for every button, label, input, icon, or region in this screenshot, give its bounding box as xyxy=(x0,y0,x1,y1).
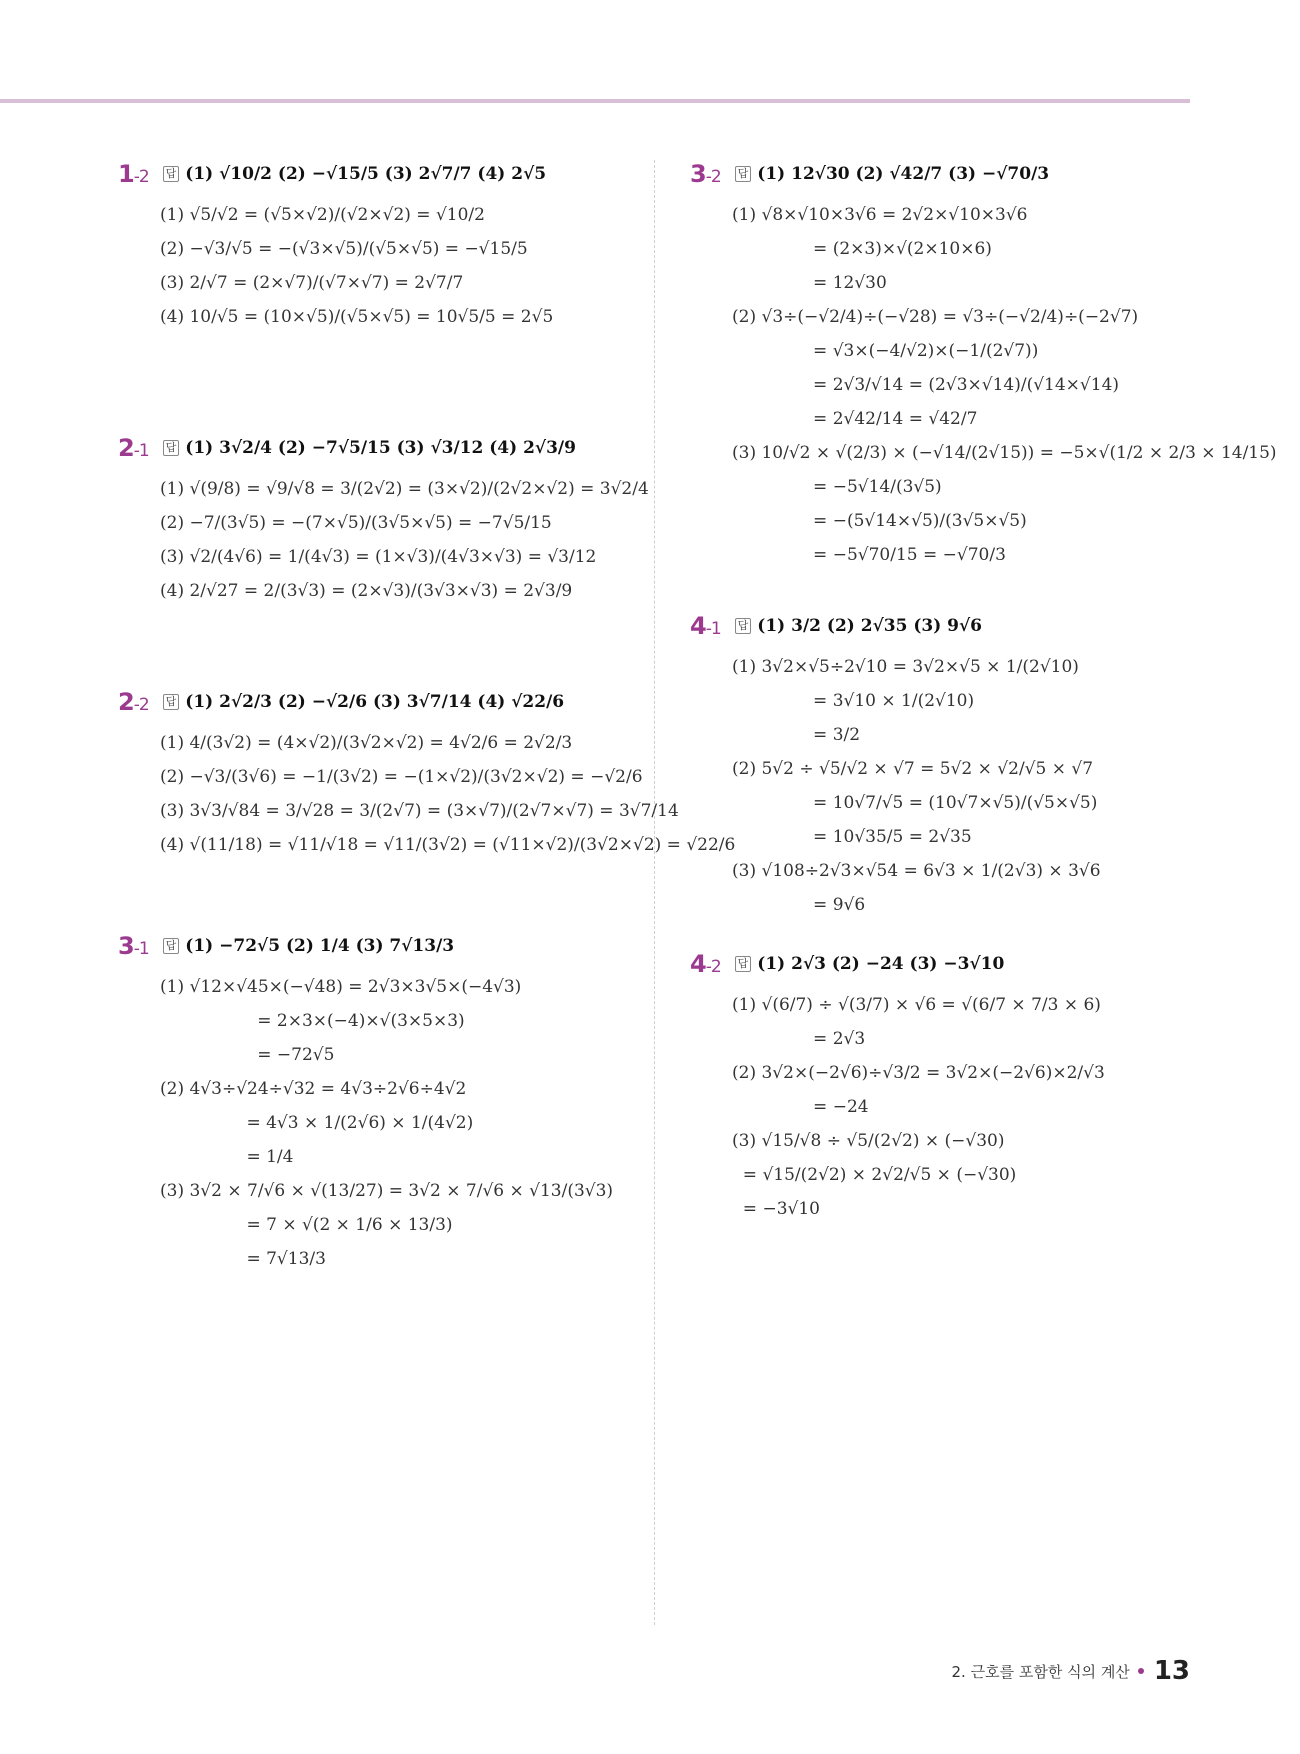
solution-line: = √15/(2√2) × 2√2/√5 × (−√30) xyxy=(732,1165,1017,1185)
solution-line: = −5√14/(3√5) xyxy=(732,477,942,497)
solution-line: = 10√35/5 = 2√35 xyxy=(732,827,972,847)
solution-line: (3) 3√2 × 7/√6 × √(13/27) = 3√2 × 7/√6 × √13/(3√3) xyxy=(160,1181,614,1201)
problem-header xyxy=(118,688,658,716)
answer-badge: 답 xyxy=(163,938,180,954)
solution-line: = 9√6 xyxy=(732,895,866,915)
answer-summary: (1) −72√5 (2) 1/4 (3) 7√13/3 xyxy=(185,936,455,956)
problem-number-main: 1 xyxy=(118,160,134,188)
top-divider-line xyxy=(0,99,1190,103)
solution-line: (2) −√3/(3√6) = −1/(3√2) = −(1×√2)/(3√2×√2) = −√2/6 xyxy=(160,767,643,787)
problem-number xyxy=(690,950,721,978)
solution-line: = (2×3)×√(2×10×6) xyxy=(732,239,992,259)
solution-steps xyxy=(690,988,1230,1226)
problem-number-main: 2 xyxy=(118,434,134,462)
solution-line: (1) √(6/7) ÷ √(3/7) × √6 = √(6/7 × 7/3 × 6) xyxy=(732,995,1101,1015)
solution-line: = 2√3 xyxy=(732,1029,866,1049)
solution-line: (2) −√3/√5 = −(√3×√5)/(√5×√5) = −√15/5 xyxy=(160,239,528,259)
solution-line: = √3×(−4/√2)×(−1/(2√7)) xyxy=(732,341,1039,361)
problem-number-sub: -1 xyxy=(133,939,149,959)
answer-summary: (1) 3√2/4 (2) −7√5/15 (3) √3/12 (4) 2√3/9 xyxy=(185,438,576,458)
problem-block xyxy=(690,160,1277,572)
solution-line: (1) √(9/8) = √9/√8 = 3/(2√2) = (3×√2)/(2√2×√2) = 3√2/4 xyxy=(160,479,649,499)
solution-line: = −3√10 xyxy=(732,1199,820,1219)
problem-block xyxy=(118,688,736,862)
left-column xyxy=(118,160,736,1276)
problem-block xyxy=(118,434,658,608)
answer-badge: 답 xyxy=(735,618,752,634)
answer-summary: (1) 2√2/3 (2) −√2/6 (3) 3√7/14 (4) √22/6 xyxy=(185,692,565,712)
solution-steps xyxy=(118,472,658,608)
problem-header xyxy=(118,932,658,960)
problem-number-main: 2 xyxy=(118,688,134,716)
solution-line: = 10√7/√5 = (10√7×√5)/(√5×√5) xyxy=(732,793,1098,813)
problem-block xyxy=(118,160,658,334)
solution-line: = −72√5 xyxy=(160,1045,335,1065)
solution-steps xyxy=(690,650,1230,922)
solution-line: = 3√10 × 1/(2√10) xyxy=(732,691,975,711)
solution-line: (3) √15/√8 ÷ √5/(2√2) × (−√30) xyxy=(732,1131,1005,1151)
problem-number-main: 4 xyxy=(690,950,706,978)
answer-badge: 답 xyxy=(735,166,752,182)
solution-line: (3) 10/√2 × √(2/3) × (−√14/(2√15)) = −5×√(1/2 × 2/3 × 14/15) xyxy=(732,443,1277,463)
solution-line: (3) √108÷2√3×√54 = 6√3 × 1/(2√3) × 3√6 xyxy=(732,861,1101,881)
solution-line: = −5√70/15 = −√70/3 xyxy=(732,545,1006,565)
answer-badge: 답 xyxy=(735,956,752,972)
answer-badge: 답 xyxy=(163,694,180,710)
problem-block xyxy=(690,950,1230,1226)
answer-summary: (1) 3/2 (2) 2√35 (3) 9√6 xyxy=(757,616,982,636)
solution-line: = 2√3/√14 = (2√3×√14)/(√14×√14) xyxy=(732,375,1120,395)
solution-steps xyxy=(118,726,736,862)
solution-line: (4) √(11/18) = √11/√18 = √11/(3√2) = (√11×√2)/(3√2×√2) = √22/6 xyxy=(160,835,736,855)
solution-line: = 1/4 xyxy=(160,1147,294,1167)
problem-number-sub: -2 xyxy=(705,957,721,977)
solution-line: (4) 10/√5 = (10×√5)/(√5×√5) = 10√5/5 = 2√5 xyxy=(160,307,554,327)
problem-number-sub: -2 xyxy=(133,167,149,187)
problem-header xyxy=(690,950,1230,978)
bullet-dot xyxy=(1138,1668,1144,1674)
solution-line: (1) √5/√2 = (√5×√2)/(√2×√2) = √10/2 xyxy=(160,205,485,225)
solution-line: (2) 3√2×(−2√6)÷√3/2 = 3√2×(−2√6)×2/√3 xyxy=(732,1063,1105,1083)
problem-number-sub: -2 xyxy=(705,167,721,187)
solution-line: = 3/2 xyxy=(732,725,861,745)
solution-line: (1) 4/(3√2) = (4×√2)/(3√2×√2) = 4√2/6 = 2√2/3 xyxy=(160,733,573,753)
solution-steps xyxy=(690,198,1277,572)
right-column xyxy=(690,160,1277,1226)
solution-steps xyxy=(118,970,658,1276)
answer-summary: (1) 2√3 (2) −24 (3) −3√10 xyxy=(757,954,1005,974)
solution-line: (1) 3√2×√5÷2√10 = 3√2×√5 × 1/(2√10) xyxy=(732,657,1079,677)
problem-number-main: 3 xyxy=(118,932,134,960)
solution-line: (3) 3√3/√84 = 3/√28 = 3/(2√7) = (3×√7)/(2√7×√7) = 3√7/14 xyxy=(160,801,679,821)
problem-number-sub: -1 xyxy=(133,441,149,461)
solution-line: = 2×3×(−4)×√(3×5×3) xyxy=(160,1011,465,1031)
solution-line: = 12√30 xyxy=(732,273,887,293)
problem-number-sub: -2 xyxy=(133,695,149,715)
solution-line: (1) √12×√45×(−√48) = 2√3×3√5×(−4√3) xyxy=(160,977,522,997)
answer-badge: 답 xyxy=(163,166,180,182)
problem-number xyxy=(690,612,721,640)
solution-line: (2) 5√2 ÷ √5/√2 × √7 = 5√2 × √2/√5 × √7 xyxy=(732,759,1094,779)
solution-line: = 7 × √(2 × 1/6 × 13/3) xyxy=(160,1215,453,1235)
problem-number-sub: -1 xyxy=(705,619,721,639)
problem-number xyxy=(118,160,149,188)
solution-line: (2) −7/(3√5) = −(7×√5)/(3√5×√5) = −7√5/15 xyxy=(160,513,552,533)
problem-number-main: 3 xyxy=(690,160,706,188)
answer-badge: 답 xyxy=(163,440,180,456)
solution-line: = 7√13/3 xyxy=(160,1249,326,1269)
problem-number-main: 4 xyxy=(690,612,706,640)
solution-line: = 2√42/14 = √42/7 xyxy=(732,409,978,429)
problem-block xyxy=(118,932,658,1276)
solution-line: (2) √3÷(−√2/4)÷(−√28) = √3÷(−√2/4)÷(−2√7) xyxy=(732,307,1139,327)
solution-line: (3) √2/(4√6) = 1/(4√3) = (1×√3)/(4√3×√3) = √3/12 xyxy=(160,547,597,567)
problem-block xyxy=(690,612,1230,922)
solution-line: (4) 2/√27 = 2/(3√3) = (2×√3)/(3√3×√3) = 2√3/9 xyxy=(160,581,573,601)
problem-number xyxy=(118,434,149,462)
solution-line: = −(5√14×√5)/(3√5×√5) xyxy=(732,511,1027,531)
problem-header xyxy=(118,434,658,462)
solution-line: = −24 xyxy=(732,1097,869,1117)
page-footer xyxy=(952,1656,1190,1686)
solution-steps xyxy=(118,198,658,334)
solution-line: (1) √8×√10×3√6 = 2√2×√10×3√6 xyxy=(732,205,1028,225)
answer-summary: (1) 12√30 (2) √42/7 (3) −√70/3 xyxy=(757,164,1050,184)
problem-header xyxy=(690,160,1230,188)
chapter-title: 2. 근호를 포함한 식의 계산 xyxy=(951,1662,1130,1681)
solution-line: (2) 4√3÷√24÷√32 = 4√3÷2√6÷4√2 xyxy=(160,1079,467,1099)
problem-number xyxy=(118,688,149,716)
page-number: 13 xyxy=(1153,1656,1190,1686)
problem-number xyxy=(690,160,721,188)
problem-header xyxy=(690,612,1230,640)
problem-header xyxy=(118,160,658,188)
solution-line: (3) 2/√7 = (2×√7)/(√7×√7) = 2√7/7 xyxy=(160,273,464,293)
solution-line: = 4√3 × 1/(2√6) × 1/(4√2) xyxy=(160,1113,474,1133)
problem-number xyxy=(118,932,149,960)
answer-summary: (1) √10/2 (2) −√15/5 (3) 2√7/7 (4) 2√5 xyxy=(185,164,547,184)
